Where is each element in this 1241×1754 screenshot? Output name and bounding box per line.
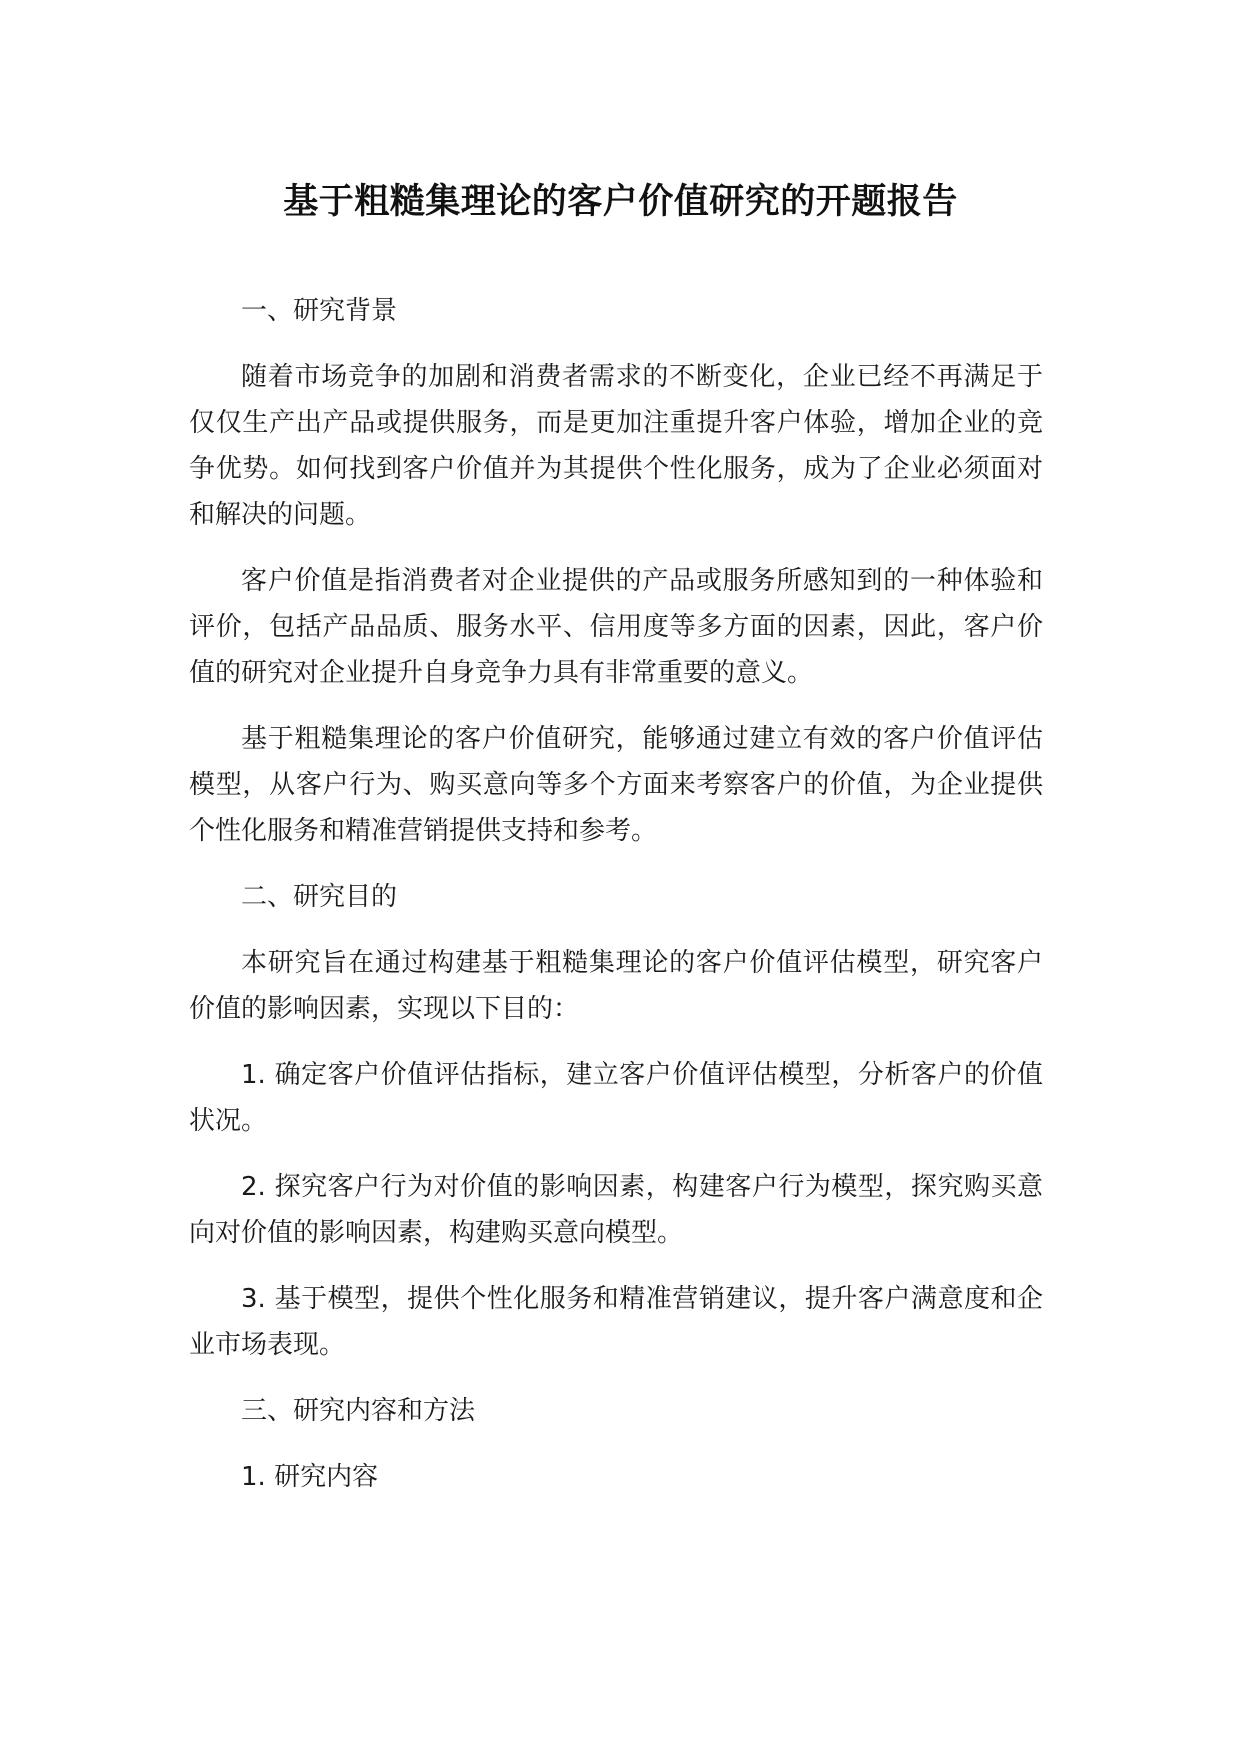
paragraph-background-1: 随着市场竞争的加剧和消费者需求的不断变化，企业已经不再满足于仅仅生产出产品或提供服务，而是更加注重提升客户体验，增加企业的竞争优势。如何找到客户价值并为其提供个性化服务，成为了企业必须面对和解决的问题。	[189, 362, 1043, 530]
section-heading-background: 一、研究背景	[241, 296, 398, 326]
purpose-item-2: 2. 探究客户行为对价值的影响因素，构建客户行为模型，探究购买意向对价值的影响因素，构建购买意向模型。	[189, 1172, 1043, 1248]
document-title: 基于粗糙集理论的客户价值研究的开题报告	[283, 182, 958, 222]
subsection-heading-content: 1. 研究内容	[241, 1462, 379, 1492]
section-heading-purpose: 二、研究目的	[241, 882, 398, 912]
paragraph-background-3: 基于粗糙集理论的客户价值研究，能够通过建立有效的客户价值评估模型，从客户行为、购买意向等多个方面来考察客户的价值，为企业提供个性化服务和精准营销提供支持和参考。	[189, 724, 1043, 846]
document-body	[189, 288, 1043, 1520]
paragraph-purpose-intro: 本研究旨在通过构建基于粗糙集理论的客户价值评估模型，研究客户价值的影响因素，实现以下目的：	[189, 948, 1043, 1024]
purpose-item-3: 3. 基于模型，提供个性化服务和精准营销建议，提升客户满意度和企业市场表现。	[189, 1284, 1043, 1360]
paragraph-background-2: 客户价值是指消费者对企业提供的产品或服务所感知到的一种体验和评价，包括产品品质、服务水平、信用度等多方面的因素，因此，客户价值的研究对企业提升自身竞争力具有非常重要的意义。	[189, 566, 1043, 688]
purpose-item-1: 1. 确定客户价值评估指标，建立客户价值评估模型，分析客户的价值状况。	[189, 1060, 1043, 1136]
section-heading-content-method: 三、研究内容和方法	[241, 1396, 476, 1426]
